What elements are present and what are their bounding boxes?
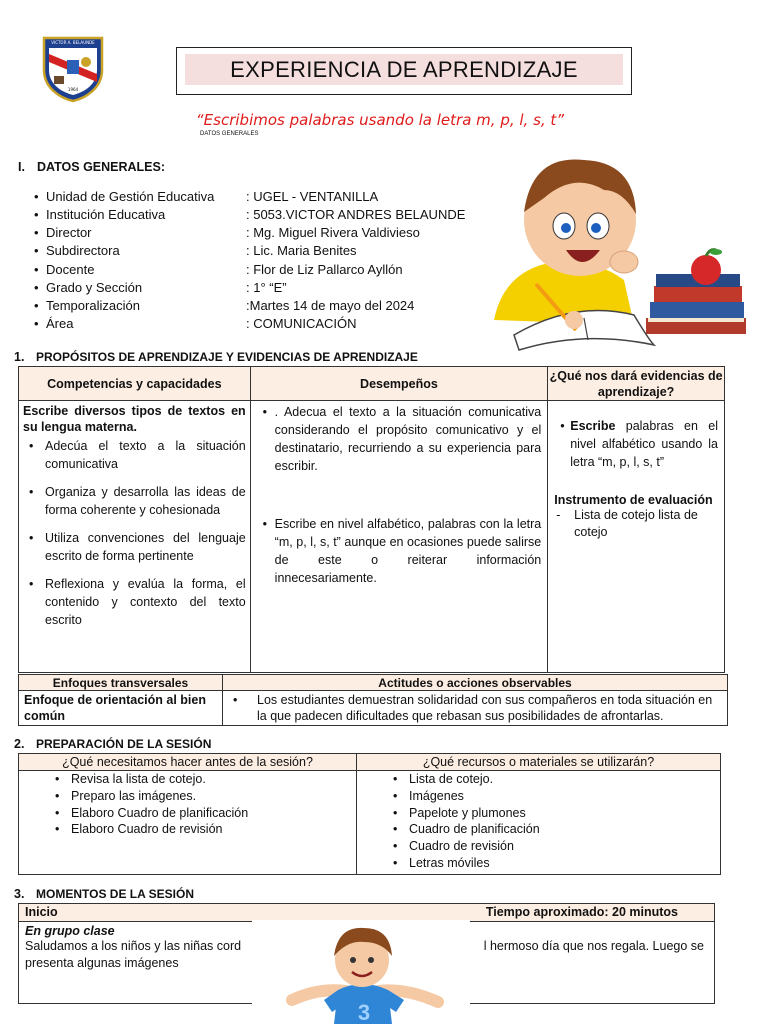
- datos-row: [34, 298, 415, 316]
- inicio-label: Inicio: [25, 905, 58, 919]
- datos-label: Subdirectora: [46, 243, 120, 258]
- capacidad-item: • Utiliza convenciones del lenguaje escrito de forma pertinente: [23, 529, 246, 565]
- inicio-text-right: l hermoso día que nos regala. Luego se: [483, 939, 704, 953]
- datos-value: : 5053.VICTOR ANDRES BELAUNDE: [246, 207, 466, 222]
- col-header-enfoques: Enfoques transversales: [19, 675, 223, 691]
- datos-value: : Flor de Liz Pallarco Ayllón: [246, 262, 403, 277]
- datos-label: Temporalización: [46, 298, 140, 313]
- antes-cell: [19, 771, 357, 875]
- datos-value: : UGEL - VENTANILLA: [246, 189, 379, 204]
- datos-row: [34, 316, 357, 334]
- capacidad-item: • Reflexiona y evalúa la forma, el contenido y contexto del texto escrito: [23, 575, 246, 629]
- boy-reading-illustration: [484, 150, 754, 360]
- evidencia-list: [554, 417, 718, 471]
- datos-value: : Mg. Miguel Rivera Valdivieso: [246, 225, 420, 240]
- datos-label: Institución Educativa: [46, 207, 166, 222]
- bullet: •: [34, 189, 39, 204]
- enfoques-table: [18, 674, 728, 726]
- capacidades-list: [23, 437, 246, 629]
- school-crest-logo: [40, 34, 106, 102]
- kid-illustration: [252, 920, 470, 1024]
- propositos-heading-num: 1.: [14, 350, 25, 364]
- bullet: •: [34, 207, 39, 222]
- svg-text:VICTOR A. BELAUNDE: VICTOR A. BELAUNDE: [51, 40, 95, 45]
- list-item: • Papelote y plumones: [387, 805, 720, 822]
- desempeno-item: • . Adecua el texto a la situación comunicativa considerando el propósito comunicativo y el destinatario, recurriendo a su experiencia para escribir.: [257, 403, 542, 475]
- capacidad-item: • Adecúa el texto a la situación comunicativa: [23, 437, 246, 473]
- list-item: • Lista de cotejo.: [387, 771, 720, 788]
- evidencia-text: palabras en el nivel alfabético usando la letra “m, p, l, s, t”: [570, 419, 718, 469]
- datos-label: Director: [46, 225, 92, 240]
- datos-value: : COMUNICACIÓN: [246, 316, 357, 331]
- desempenos-cell: [250, 401, 548, 673]
- datos-value: :Martes 14 de mayo del 2024: [246, 298, 415, 313]
- antes-list: [49, 771, 356, 838]
- title-frame: [176, 47, 632, 95]
- bullet: •: [34, 316, 39, 331]
- actitudes-cell: [223, 691, 728, 726]
- list-item: • Elaboro Cuadro de revisión: [49, 821, 356, 838]
- bullet: •: [34, 243, 39, 258]
- bullet: •: [34, 298, 39, 313]
- propositos-heading: PROPÓSITOS DE APRENDIZAJE Y EVIDENCIAS DE APRENDIZAJE: [36, 350, 418, 364]
- evidencias-cell: [548, 401, 725, 673]
- instrumento-row: [554, 507, 718, 541]
- datos-heading-num: I.: [18, 160, 25, 174]
- list-item: • Cuadro de planificación: [387, 821, 720, 838]
- col-header-actitudes: Actitudes o acciones observables: [223, 675, 728, 691]
- propositos-table: [18, 366, 725, 673]
- bullet: •: [34, 262, 39, 277]
- tiempo-label: Tiempo aproximado: 20 minutos: [485, 905, 678, 919]
- capacidad-item: • Organiza y desarrolla las ideas de forma coherente y cohesionada: [23, 483, 246, 519]
- inicio-text-line2: presenta algunas imágenes: [25, 956, 179, 970]
- bullet: •: [34, 225, 39, 240]
- datos-label: Unidad de Gestión Educativa: [46, 189, 215, 204]
- clipped-text-line: [200, 128, 300, 137]
- clipped-text: DATOS GENERALES: [200, 131, 259, 137]
- list-item: • Letras móviles: [387, 855, 720, 872]
- preparacion-heading-num: 2.: [14, 737, 25, 751]
- col-header-antes: ¿Qué necesitamos hacer antes de la sesión?: [19, 754, 357, 771]
- bullet: •: [34, 280, 39, 295]
- competencia-text: Escribe diversos tipos de textos en su lengua materna.: [23, 404, 246, 434]
- list-item: • Elaboro Cuadro de planificación: [49, 805, 356, 822]
- datos-label: Grado y Sección: [46, 280, 143, 295]
- inicio-header-cell: [19, 904, 715, 922]
- jersey-number: 3: [357, 1000, 371, 1025]
- col-header-recursos: ¿Qué recursos o materiales se utilizarán?: [357, 754, 721, 771]
- momentos-heading-num: 3.: [14, 887, 25, 901]
- grupo-clase-label: En grupo clase: [25, 924, 115, 938]
- datos-row: [34, 189, 379, 207]
- datos-row: [34, 243, 357, 261]
- datos-row: [34, 225, 420, 243]
- datos-label: Área: [46, 316, 74, 331]
- list-item: • Imágenes: [387, 788, 720, 805]
- datos-value: : Lic. Maria Benites: [246, 243, 357, 258]
- list-item: • Revisa la lista de cotejo.: [49, 771, 356, 788]
- instrumento-dash: -: [556, 508, 561, 522]
- col-header-evidencias: ¿Qué nos dará evidencias de aprendizaje?: [549, 368, 723, 399]
- competencias-cell: [19, 401, 251, 673]
- col-header-desempenos: Desempeños: [250, 367, 548, 401]
- inicio-text-left: Saludamos a los niños y las niñas cord: [25, 939, 242, 953]
- list-item: • Cuadro de revisión: [387, 838, 720, 855]
- desempeno-item: • Escribe en nivel alfabético, palabras con la letra “m, p, l, s, t” aunque en ocasiones puede salirse de este o reiterar información innecesariamente.: [257, 515, 542, 587]
- instrumento-text: Lista de cotejo lista de cotejo: [574, 508, 698, 539]
- preparacion-table: [18, 753, 721, 875]
- evidencia-bold: Escribe: [570, 419, 616, 433]
- instrumento-title: Instrumento de evaluación: [554, 493, 713, 507]
- page-title: EXPERIENCIA DE APRENDIZAJE: [185, 54, 623, 85]
- evidencia-item: [554, 417, 718, 471]
- datos-heading: DATOS GENERALES:: [37, 160, 166, 174]
- list-item: • Preparo las imágenes.: [49, 788, 356, 805]
- datos-value: : 1° “E”: [246, 280, 287, 295]
- actitud-item: • Los estudiantes demuestran solidaridad con sus compañeros en toda situación en la que padecen dificultades que rebasan sus posibilidades de afrontarlas.: [227, 692, 723, 724]
- momentos-heading: MOMENTOS DE LA SESIÓN: [36, 887, 195, 901]
- recursos-list: [387, 771, 720, 872]
- actitudes-list: [227, 692, 723, 724]
- datos-row: [34, 280, 287, 298]
- datos-label: Docente: [46, 262, 95, 277]
- datos-row: [34, 207, 466, 225]
- svg-text:1964: 1964: [67, 87, 79, 92]
- enfoque-text: Enfoque de orientación al bien común: [19, 691, 223, 726]
- recursos-cell: [357, 771, 721, 875]
- session-subtitle: “Escribimos palabras usando la letra m, p, l, s, t”: [195, 111, 565, 129]
- col-header-competencias: Competencias y capacidades: [19, 367, 251, 401]
- datos-row: [34, 262, 403, 280]
- desempenos-list: [257, 403, 542, 587]
- preparacion-heading: PREPARACIÓN DE LA SESIÓN: [36, 737, 212, 751]
